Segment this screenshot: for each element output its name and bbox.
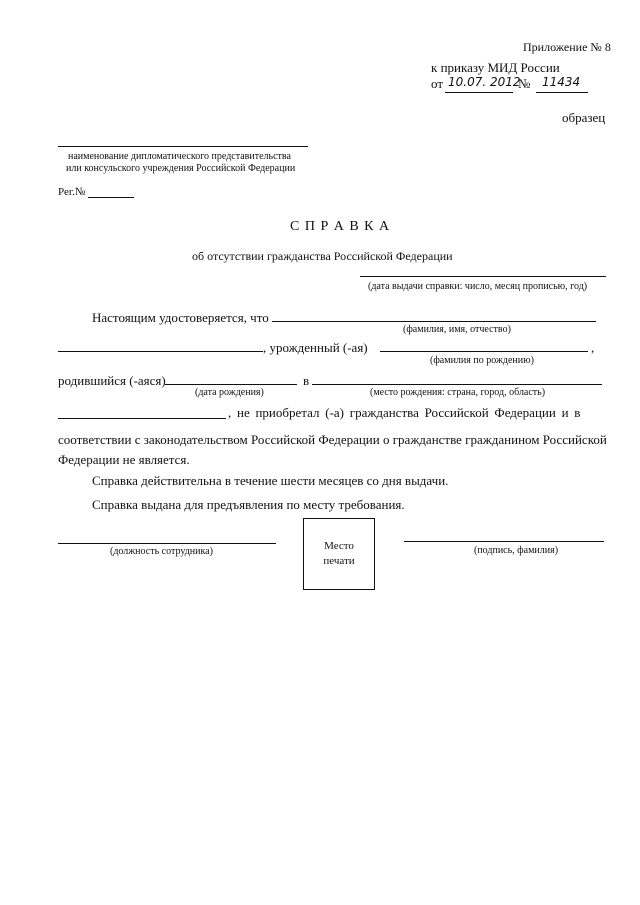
issuer-caption-line1: наименование дипломатического представительства xyxy=(68,151,291,162)
signature-caption: (подпись, фамилия) xyxy=(474,545,559,556)
paragraph-line3: Федерации не является. xyxy=(58,452,190,467)
birth-surname-line xyxy=(380,351,588,352)
issuer-name-line xyxy=(58,146,308,147)
paragraph-line1: , не приобретал (-а) гражданства Российской Федерации и в xyxy=(228,405,581,420)
order-reference: к приказу МИД России xyxy=(431,60,560,75)
birth-place-caption: (место рождения: страна, город, область) xyxy=(370,387,546,398)
issue-date-line xyxy=(360,276,606,277)
reg-number-line xyxy=(88,197,134,198)
position-line xyxy=(58,543,276,544)
document-subtitle: об отсутствии гражданства Российской Федерации xyxy=(192,249,453,263)
validity-statement: Справка действительна в течение шести месяцев со дня выдачи. xyxy=(92,473,449,488)
birth-date-line xyxy=(165,384,297,385)
paragraph-line2: соответствии с законодательством Российской Федерации о гражданстве гражданином Российской xyxy=(58,432,607,447)
certify-text: Настоящим удостоверяется, что xyxy=(92,310,269,325)
born-as-text: , урожденный (-ая) xyxy=(263,340,368,355)
issue-date-caption: (дата выдачи справки: число, месяц прописью, год) xyxy=(368,281,588,292)
full-name-caption: (фамилия, имя, отчество) xyxy=(403,324,511,335)
birth-place-continuation-line xyxy=(58,418,226,419)
full-name-line xyxy=(272,321,596,322)
order-number-underline xyxy=(536,92,588,93)
signature-line xyxy=(404,541,604,542)
document-title: С П Р А В К А xyxy=(290,219,391,234)
sample-label: образец xyxy=(562,110,606,125)
issuer-caption-line2: или консульского учреждения Российской Федерации xyxy=(66,163,296,174)
stamp-box xyxy=(303,518,375,590)
stamp-label-line2: печати xyxy=(323,555,355,567)
order-from-prefix: от xyxy=(431,76,444,91)
position-caption: (должность сотрудника) xyxy=(110,546,213,557)
in-text: в xyxy=(303,373,310,388)
order-date-handwritten: 10.07. 2012 xyxy=(448,75,521,89)
comma-mark: , xyxy=(591,340,595,355)
reg-label: Рег.№ xyxy=(58,186,86,198)
born-person-text: родившийся (-аяся) xyxy=(58,373,166,388)
order-number-handwritten: 11434 xyxy=(542,75,581,89)
birth-surname-caption: (фамилия по рождению) xyxy=(430,355,534,366)
order-number-prefix: № xyxy=(518,76,531,91)
stamp-label-line1: Место xyxy=(324,540,354,552)
purpose-statement: Справка выдана для предъявления по месту требования. xyxy=(92,497,405,512)
appendix-label: Приложение № 8 xyxy=(523,40,611,54)
birth-date-caption: (дата рождения) xyxy=(195,387,264,398)
order-date-underline xyxy=(445,92,513,93)
birth-place-line xyxy=(312,384,602,385)
full-name-continuation-line xyxy=(58,351,263,352)
